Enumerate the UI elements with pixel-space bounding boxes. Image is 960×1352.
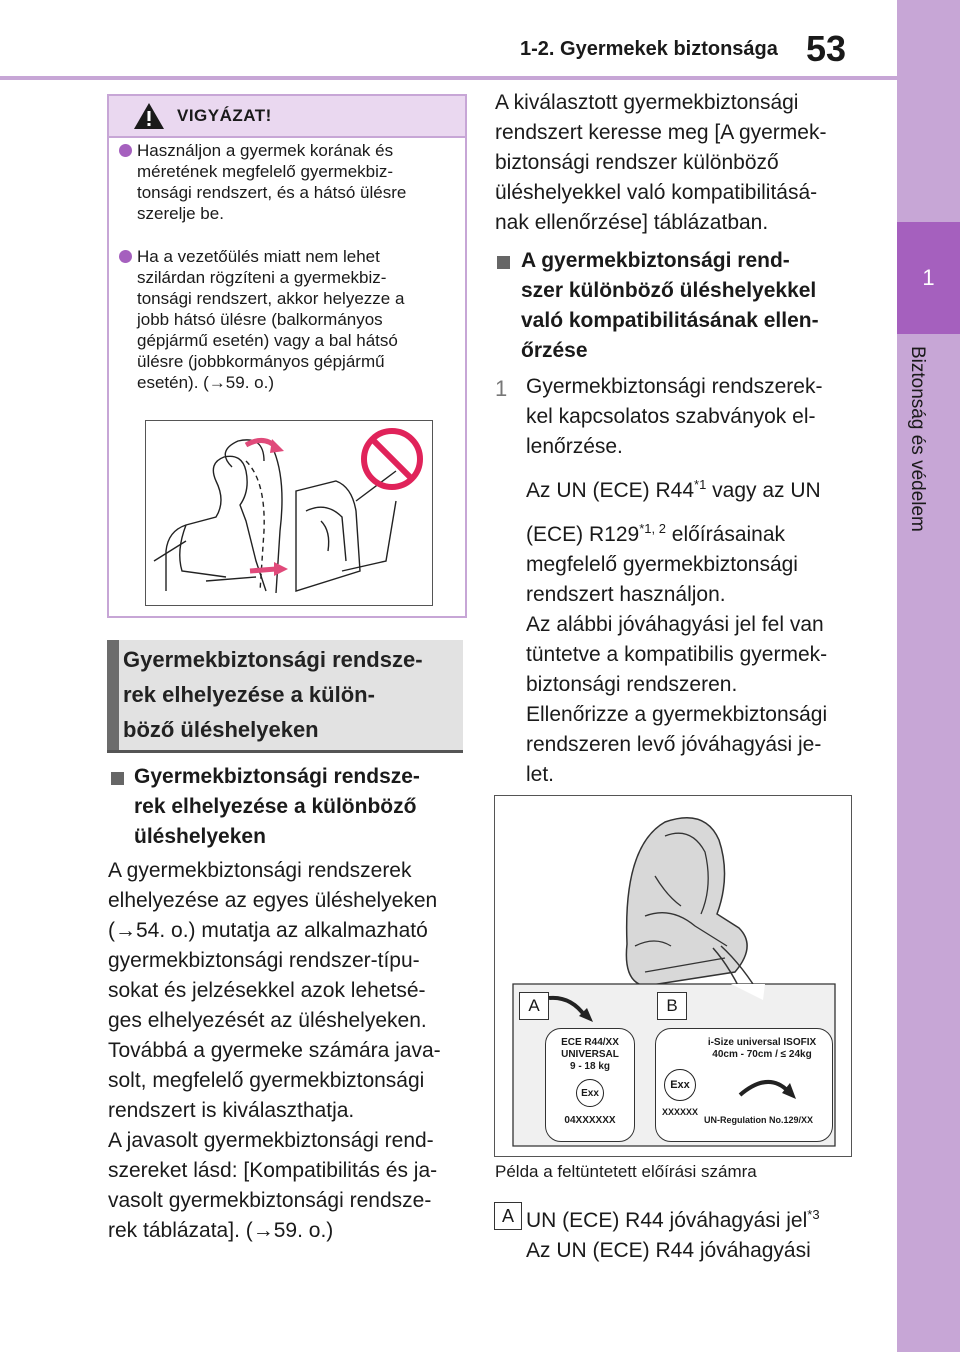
body-line: kel kapcsolatos szabványok el-	[526, 405, 816, 428]
section-heading-box	[107, 640, 463, 753]
body-line: gyermekbiztonsági rendszer-típu-	[108, 949, 420, 972]
warning-title: VIGYÁZAT!	[177, 106, 272, 125]
chapter-number: 1	[897, 222, 960, 334]
section-heading-line: Gyermekbiztonsági rendsze-	[123, 647, 423, 672]
body-line: szereket lásd: [Kompatibilitás és ja-	[108, 1159, 438, 1182]
seat-illustration	[145, 420, 433, 606]
body-line: vasolt gyermekbiztonsági rendsze-	[108, 1189, 432, 1212]
label-a-tag: A	[519, 992, 549, 1020]
subheading-line: üléshelyeken	[134, 825, 266, 848]
label-b-regulation: UN-Regulation No.129/XX	[704, 1115, 814, 1125]
warning-item-2	[137, 246, 404, 393]
body-line: A gyermekbiztonsági rendszerek	[108, 859, 412, 882]
body-line: üléshelyekkel való kompatibilitásá-	[495, 181, 818, 204]
label-b-line: 40cm - 70cm / ≤ 24kg	[712, 1049, 812, 1060]
square-bullet-icon	[497, 256, 510, 269]
step-1-text	[526, 372, 856, 790]
label-a-number: 04XXXXXX	[564, 1115, 616, 1126]
arrow-b-icon	[738, 1069, 798, 1105]
warning-line: jobb hátsó ülésre (balkormányos	[137, 310, 383, 329]
left-subheading	[134, 762, 420, 852]
body-line: ges elhelyezését az üléshelyeken.	[108, 1009, 427, 1032]
seat-drawing	[146, 421, 432, 605]
label-a-line: 9 - 18 kg	[569, 1061, 611, 1072]
warning-line: ülésre (jobbkormányos gépjármű	[137, 352, 385, 371]
warning-line: esetén). (→59. o.)	[137, 373, 275, 392]
e-mark-icon: Exx	[576, 1079, 604, 1107]
body-line: rendszert használjon.	[526, 583, 726, 606]
standard-line-1: Az UN (ECE) R44$^{*1}$ vagy az UN	[526, 477, 821, 502]
label-b	[655, 1028, 833, 1142]
right-subheading	[521, 246, 819, 366]
subheading-line: szer különböző üléshelyekkel	[521, 279, 817, 302]
section-title: 1-2. Gyermekek biztonsága	[520, 38, 778, 60]
label-b-tag: B	[657, 992, 687, 1020]
body-line: rek táblázata]. (→59. o.)	[108, 1219, 334, 1242]
body-line: rendszert keresse meg [A gyermek-	[495, 121, 827, 144]
body-line: megfelelő gyermekbiztonsági	[526, 553, 798, 576]
body-line: (→54. o.) mutatja az alkalmazható	[108, 919, 428, 942]
item-a-line-1: UN (ECE) R44 jóváhagyási jel$^{*3}$	[526, 1207, 820, 1232]
section-heading-line: rek elhelyezése a külön-	[123, 682, 375, 707]
section-heading-bar	[107, 640, 119, 750]
body-line: tüntetve a kompatibilis gyermek-	[526, 643, 828, 666]
label-b-line: i-Size universal ISOFIX	[707, 1037, 817, 1048]
subheading-line: rek elhelyezése a különböző	[134, 795, 417, 818]
body-line: biztonsági rendszeren.	[526, 673, 738, 696]
subheading-line: Gyermekbiztonsági rendsze-	[134, 765, 420, 788]
label-a-line: ECE R44/XX	[561, 1037, 619, 1048]
warning-line: méretének megfelelő gyermekbiz-	[137, 162, 394, 181]
item-a-tag: A	[494, 1202, 522, 1230]
subheading-line: való kompatibilitásának ellen-	[521, 309, 819, 332]
warning-line: szilárdan rögzíteni a gyermekbiz-	[137, 268, 387, 287]
section-heading-line: böző üléshelyeken	[123, 717, 319, 742]
body-line: rendszert is kiválaszthatja.	[108, 1099, 355, 1122]
label-b-number: XXXXXX	[662, 1107, 699, 1117]
body-line: Az alábbi jóváhagyási jel fel van	[526, 613, 824, 636]
warning-line: Ha a vezetőülés miatt nem lehet	[137, 247, 380, 266]
subheading-line: őrzése	[521, 339, 588, 362]
body-line: Gyermekbiztonsági rendszerek-	[526, 375, 823, 398]
section-heading	[123, 642, 463, 747]
label-a-line: UNIVERSAL	[561, 1049, 619, 1060]
left-body	[108, 856, 441, 1246]
item-a-text	[526, 1200, 820, 1266]
right-intro	[495, 88, 826, 238]
warning-line: szerelje be.	[137, 204, 224, 223]
arrow-a-icon	[547, 994, 595, 1024]
subheading-line: A gyermekbiztonsági rend-	[521, 249, 790, 272]
standard-line-2: (ECE) R129$^{*1, 2}$ előírásainak	[526, 521, 786, 546]
body-line: Ellenőrizze a gyermekbiztonsági	[526, 703, 828, 726]
body-line: solt, megfelelő gyermekbiztonsági	[108, 1069, 425, 1092]
body-line: lenőrzése.	[526, 435, 623, 458]
warning-box	[107, 94, 467, 618]
approval-label-figure	[494, 795, 852, 1157]
bullet-icon	[119, 144, 132, 157]
body-line: elhelyezése az egyes üléshelyeken	[108, 889, 438, 912]
header-rule	[0, 76, 897, 80]
body-line: biztonsági rendszer különböző	[495, 151, 779, 174]
square-bullet-icon	[111, 772, 124, 785]
figure-caption: Példa a feltüntetett előírási számra	[495, 1162, 757, 1181]
bullet-icon	[119, 250, 132, 263]
body-line: Továbbá a gyermeke számára java-	[108, 1039, 441, 1062]
warning-line: gépjármű esetén) vagy a bal hátsó	[137, 331, 398, 350]
body-line: sokat és jelzésekkel azok lehetsé-	[108, 979, 426, 1002]
label-a	[545, 1028, 635, 1142]
body-line: let.	[526, 763, 555, 786]
body-line: A kiválasztott gyermekbiztonsági	[495, 91, 799, 114]
page-number: 53	[806, 28, 847, 69]
item-a-line-2: Az UN (ECE) R44 jóváhagyási	[526, 1239, 811, 1262]
step-number: 1	[495, 376, 508, 401]
body-line: rendszeren levő jóváhagyási je-	[526, 733, 822, 756]
e-mark-icon: Exx	[664, 1069, 696, 1101]
body-line: nak ellenőrzése] táblázatban.	[495, 211, 769, 234]
warning-item-1	[137, 140, 406, 224]
side-tab	[897, 0, 960, 1352]
body-line: A javasolt gyermekbiztonsági rend-	[108, 1129, 434, 1152]
chapter-label: Biztonság és védelem	[907, 346, 928, 532]
warning-header	[109, 96, 465, 138]
warning-icon	[133, 102, 165, 130]
warning-line: tonsági rendszert, és a hátsó ülésre	[137, 183, 407, 202]
warning-line: tonsági rendszert, akkor helyezze a	[137, 289, 405, 308]
warning-line: Használjon a gyermek korának és	[137, 141, 394, 160]
